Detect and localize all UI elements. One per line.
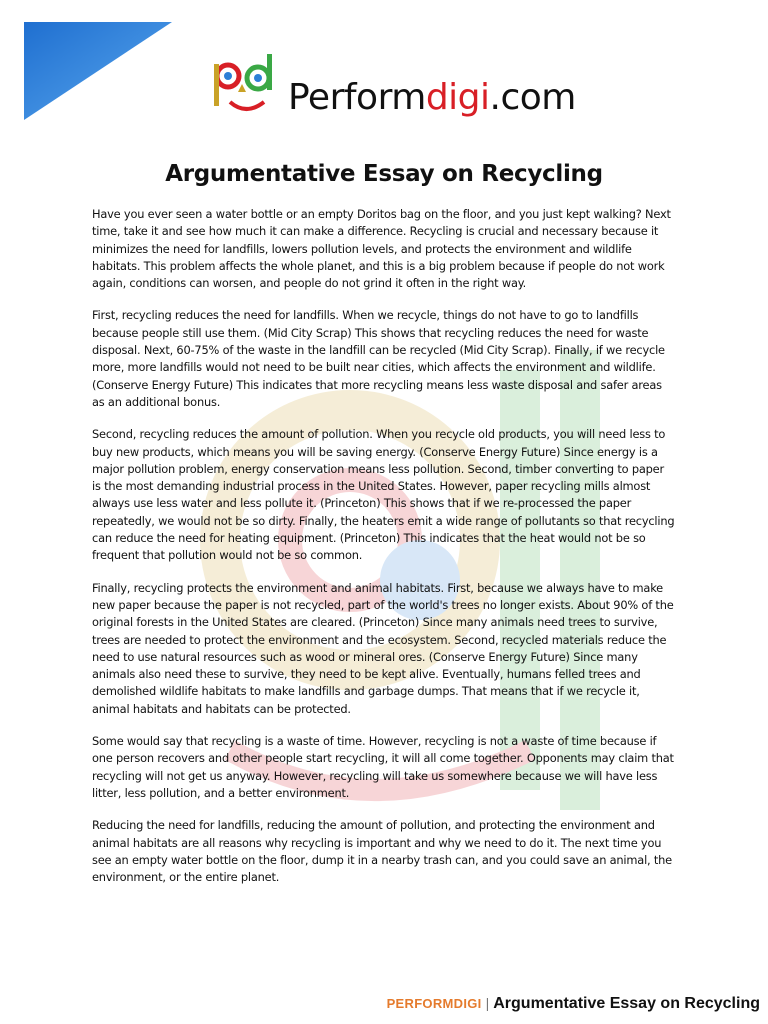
paragraph-6: Reducing the need for landfills, reducing the amount of pollution, and protecting the environment and animal habitats are all reasons why recycling is important and why we need to do it. The next time you see an empty water bottle on the floor, dump it in a nearby trash can, and you could save an animal, the environment, or the entire planet.: [92, 818, 672, 885]
footer-brand: PERFORMDIGI: [386, 996, 482, 1011]
footer-separator: |: [485, 995, 490, 1011]
essay-body: [92, 206, 676, 901]
brand-logo: [208, 52, 608, 122]
brand-name-part2: digi: [425, 77, 490, 118]
page-title: Argumentative Essay on Recycling: [165, 161, 603, 187]
paragraph-1: Have you ever seen a water bottle or an empty Doritos bag on the floor, and you just kept walking? Next time, take it and see how much it can make a difference. Recycling is crucial and necessary because it minimizes the need for landfills, lowers pollution levels, and protects the environment and wildlife habitats. This problem affects the whole planet, and this is a big problem because if people do not work again, conditions can worsen, and people do not grind it often in the right way.: [92, 207, 671, 291]
pd-face-logo-icon: [208, 52, 292, 122]
paragraph-4: Finally, recycling protects the environment and animal habitats. First, because we always have to make new paper because the paper is not recycled, part of the world's trees no longer exists. About 90% of the original forests in the United States are cleared. (Princeton) Since many animals need trees to survive, trees are needed to protect the environment and the ecosystem. Second, recycled materials reduce the need to use natural resources such as wood or mineral ores. (Conserve Energy Future) Since many animals also need these to survive, they need to be kept alive. Eventually, humans felled trees and demolished wildlife habitats to make landfills and garbage dumps. That means that if we recycle it, animal habitats and habitats can be protected.: [92, 580, 674, 716]
paragraph-3: Second, recycling reduces the amount of pollution. When you recycle old products, you will need less to buy new products, which means you will be saving energy. (Conserve Energy Future) Since energy is a major pollution problem, energy conservation means less pollution. Second, timber converting to paper is the most demanding industrial process in the United States. However, paper recycling mills almost always use less water and less pollute it. (Princeton) This shows that if we re-processed the paper repeatedly, we would not be so dirty. Finally, the heaters emit a wide range of pollutants so that recycling can reduce the need for heating equipment. (Princeton) This indicates that the heat would not be so frequent that pollution would not be so common.: [92, 427, 675, 563]
paragraph-2: First, recycling reduces the need for landfills. When we recycle, things do not have to go to landfills because people still use them. (Mid City Scrap) This shows that recycling reduces the need for waste disposal. Next, 60-75% of the waste in the landfill can be recycled (Mid City Scrap). Finally, if we recycle more, more landfills would not need to be built near cities, which affects the environment and wildlife. (Conserve Energy Future) This indicates that more recycling means less waste disposal and safer areas as an additional bonus.: [92, 308, 665, 409]
brand-name-part1: Perform: [288, 77, 426, 118]
paragraph-5: Some would say that recycling is a waste of time. However, recycling is not a waste of time because if one person recovers and other people start recycling, it will all come together. Opponents may claim that recycling will not get us anyway. However, recycling will take us somewhere because we will have less litter, less pollution, and a better environment.: [92, 734, 674, 800]
footer-doc-title: Argumentative Essay on Recycling: [493, 995, 760, 1012]
brand-name-part3: .com: [489, 77, 576, 118]
brand-name: [288, 78, 576, 118]
page-footer: [387, 995, 760, 1013]
